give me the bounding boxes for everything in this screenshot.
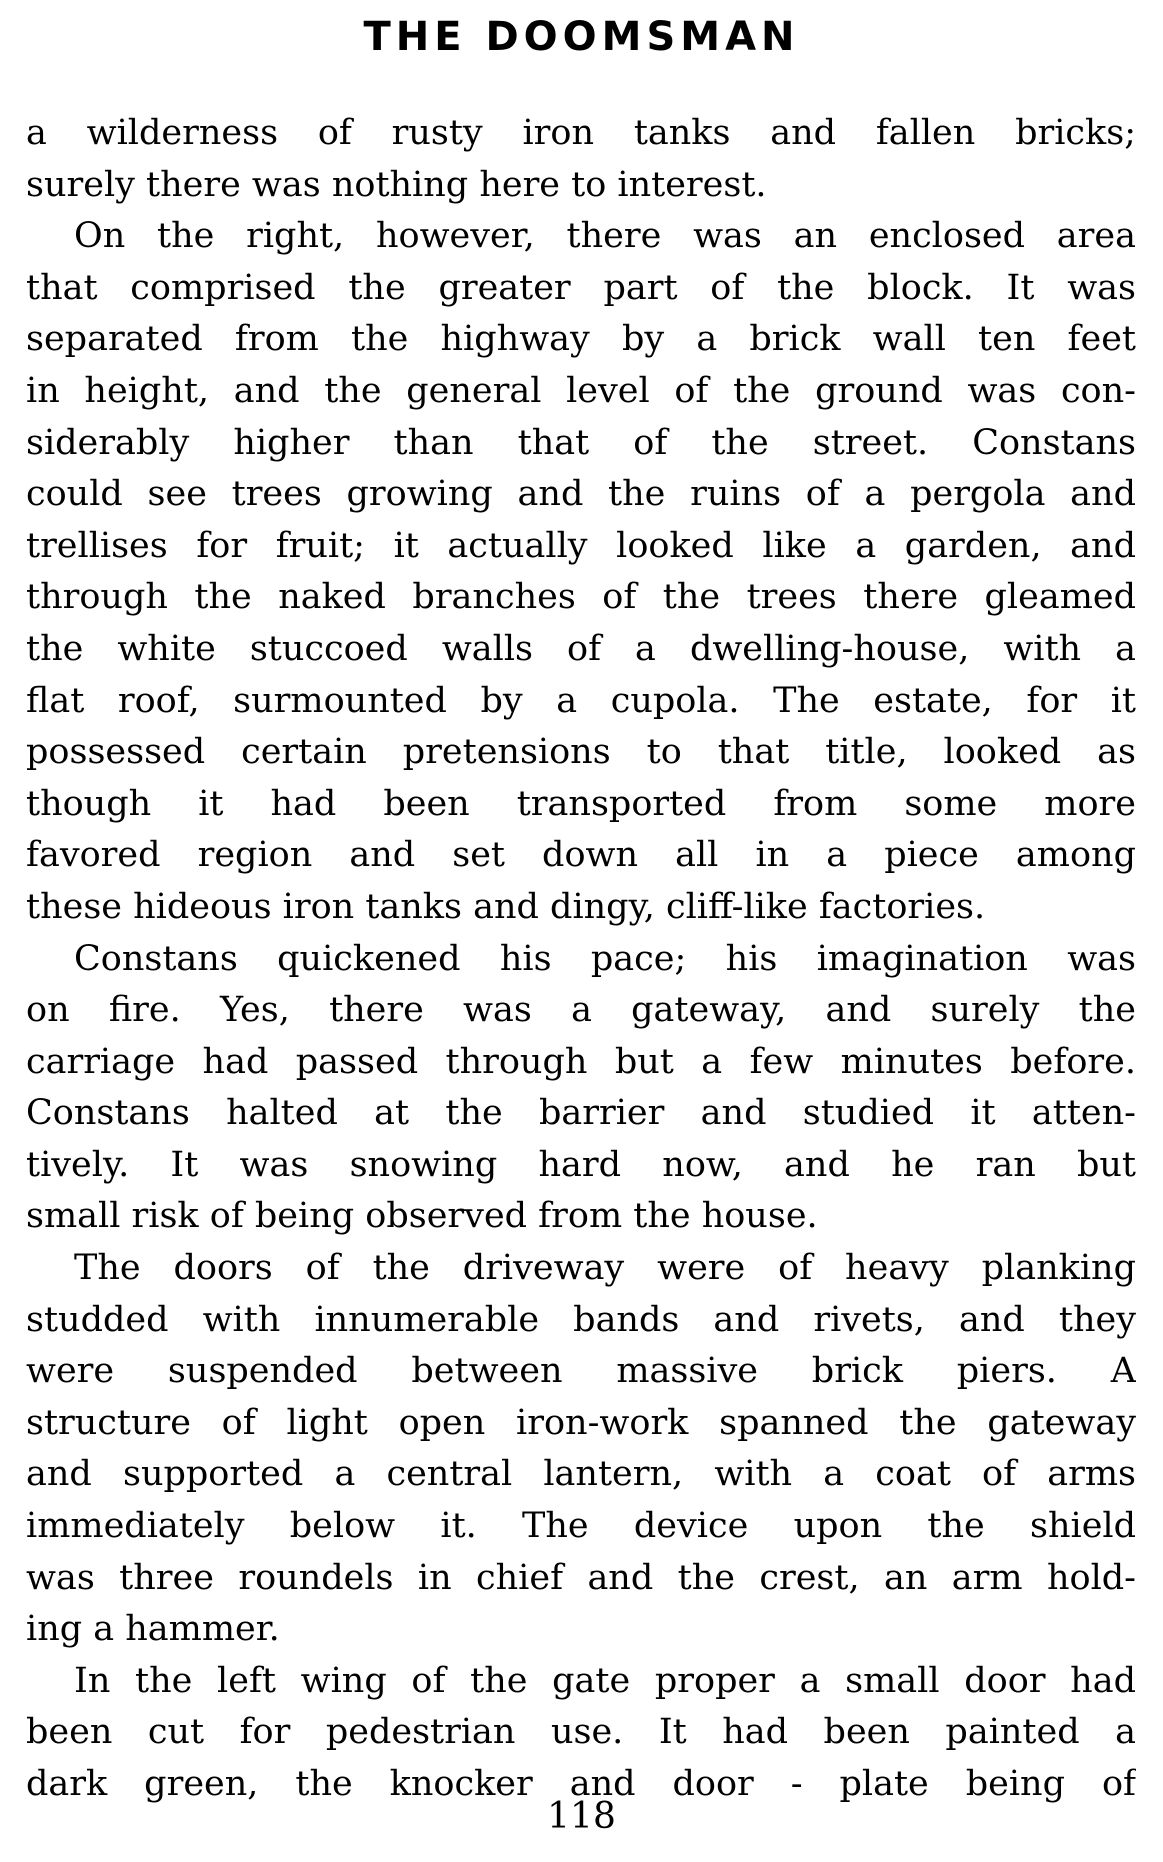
text-line: dark green, the knocker and door - plate being of <box>26 1764 1136 1804</box>
running-head: THE DOOMSMAN <box>363 14 800 60</box>
text-line: Constans halted at the barrier and studied it atten- <box>26 1093 1136 1134</box>
text-line: could see trees growing and the ruins of a pergola and <box>26 474 1136 515</box>
text-line: carriage had passed through but a few minutes before. <box>26 1041 1136 1082</box>
text-line: In the left wing of the gate proper a small door had <box>74 1660 1136 1701</box>
text-line: possessed certain pretensions to that title, looked as <box>26 732 1136 773</box>
text-line: Constans quickened his pace; his imagination was <box>74 938 1136 979</box>
text-line: small risk of being observed from the house. <box>26 1196 818 1237</box>
text-line: siderably higher than that of the street. Constans <box>26 422 1136 463</box>
text-line: structure of light open iron-work spanned the gateway <box>26 1402 1136 1443</box>
text-line: favored region and set down all in a piece among <box>26 835 1136 876</box>
text-line: and supported a central lantern, with a coat of arms <box>26 1454 1136 1495</box>
text-line: tively. It was snowing hard now, and he ran but <box>26 1144 1136 1185</box>
text-line: studded with innumerable bands and rivets, and they <box>26 1299 1136 1340</box>
text-line: trellises for fruit; it actually looked like a garden, and <box>26 525 1136 566</box>
text-line: ing a hammer. <box>26 1609 280 1650</box>
text-line: the white stuccoed walls of a dwelling-house, with a <box>26 628 1136 669</box>
text-line: separated from the highway by a brick wall ten feet <box>26 319 1136 360</box>
text-line: on fire. Yes, there was a gateway, and surely the <box>26 990 1136 1031</box>
page-number: 118 <box>547 1796 616 1837</box>
text-line: immediately below it. The device upon the shield <box>26 1506 1136 1547</box>
text-line: flat roof, surmounted by a cupola. The estate, for it <box>26 680 1136 721</box>
text-line: been cut for pedestrian use. It had been painted a <box>26 1712 1136 1753</box>
text-line: surely there was nothing here to interest. <box>26 164 767 205</box>
text-line: a wilderness of rusty iron tanks and fallen bricks; <box>26 113 1136 153</box>
text-line: through the naked branches of the trees there gleamed <box>26 577 1136 618</box>
text-line: was three roundels in chief and the crest, an arm hold- <box>26 1557 1136 1598</box>
text-line: that comprised the greater part of the block. It was <box>26 267 1136 308</box>
text-line: though it had been transported from some more <box>26 783 1136 824</box>
text-line: The doors of the driveway were of heavy planking <box>74 1248 1136 1289</box>
text-line: in height, and the general level of the ground was con- <box>26 370 1136 411</box>
text-line: were suspended between massive brick piers. A <box>26 1351 1136 1392</box>
body-text <box>26 108 1136 1811</box>
text-line: On the right, however, there was an enclosed area <box>74 216 1136 257</box>
text-line: these hideous iron tanks and dingy, cliff-like factories. <box>26 886 986 927</box>
